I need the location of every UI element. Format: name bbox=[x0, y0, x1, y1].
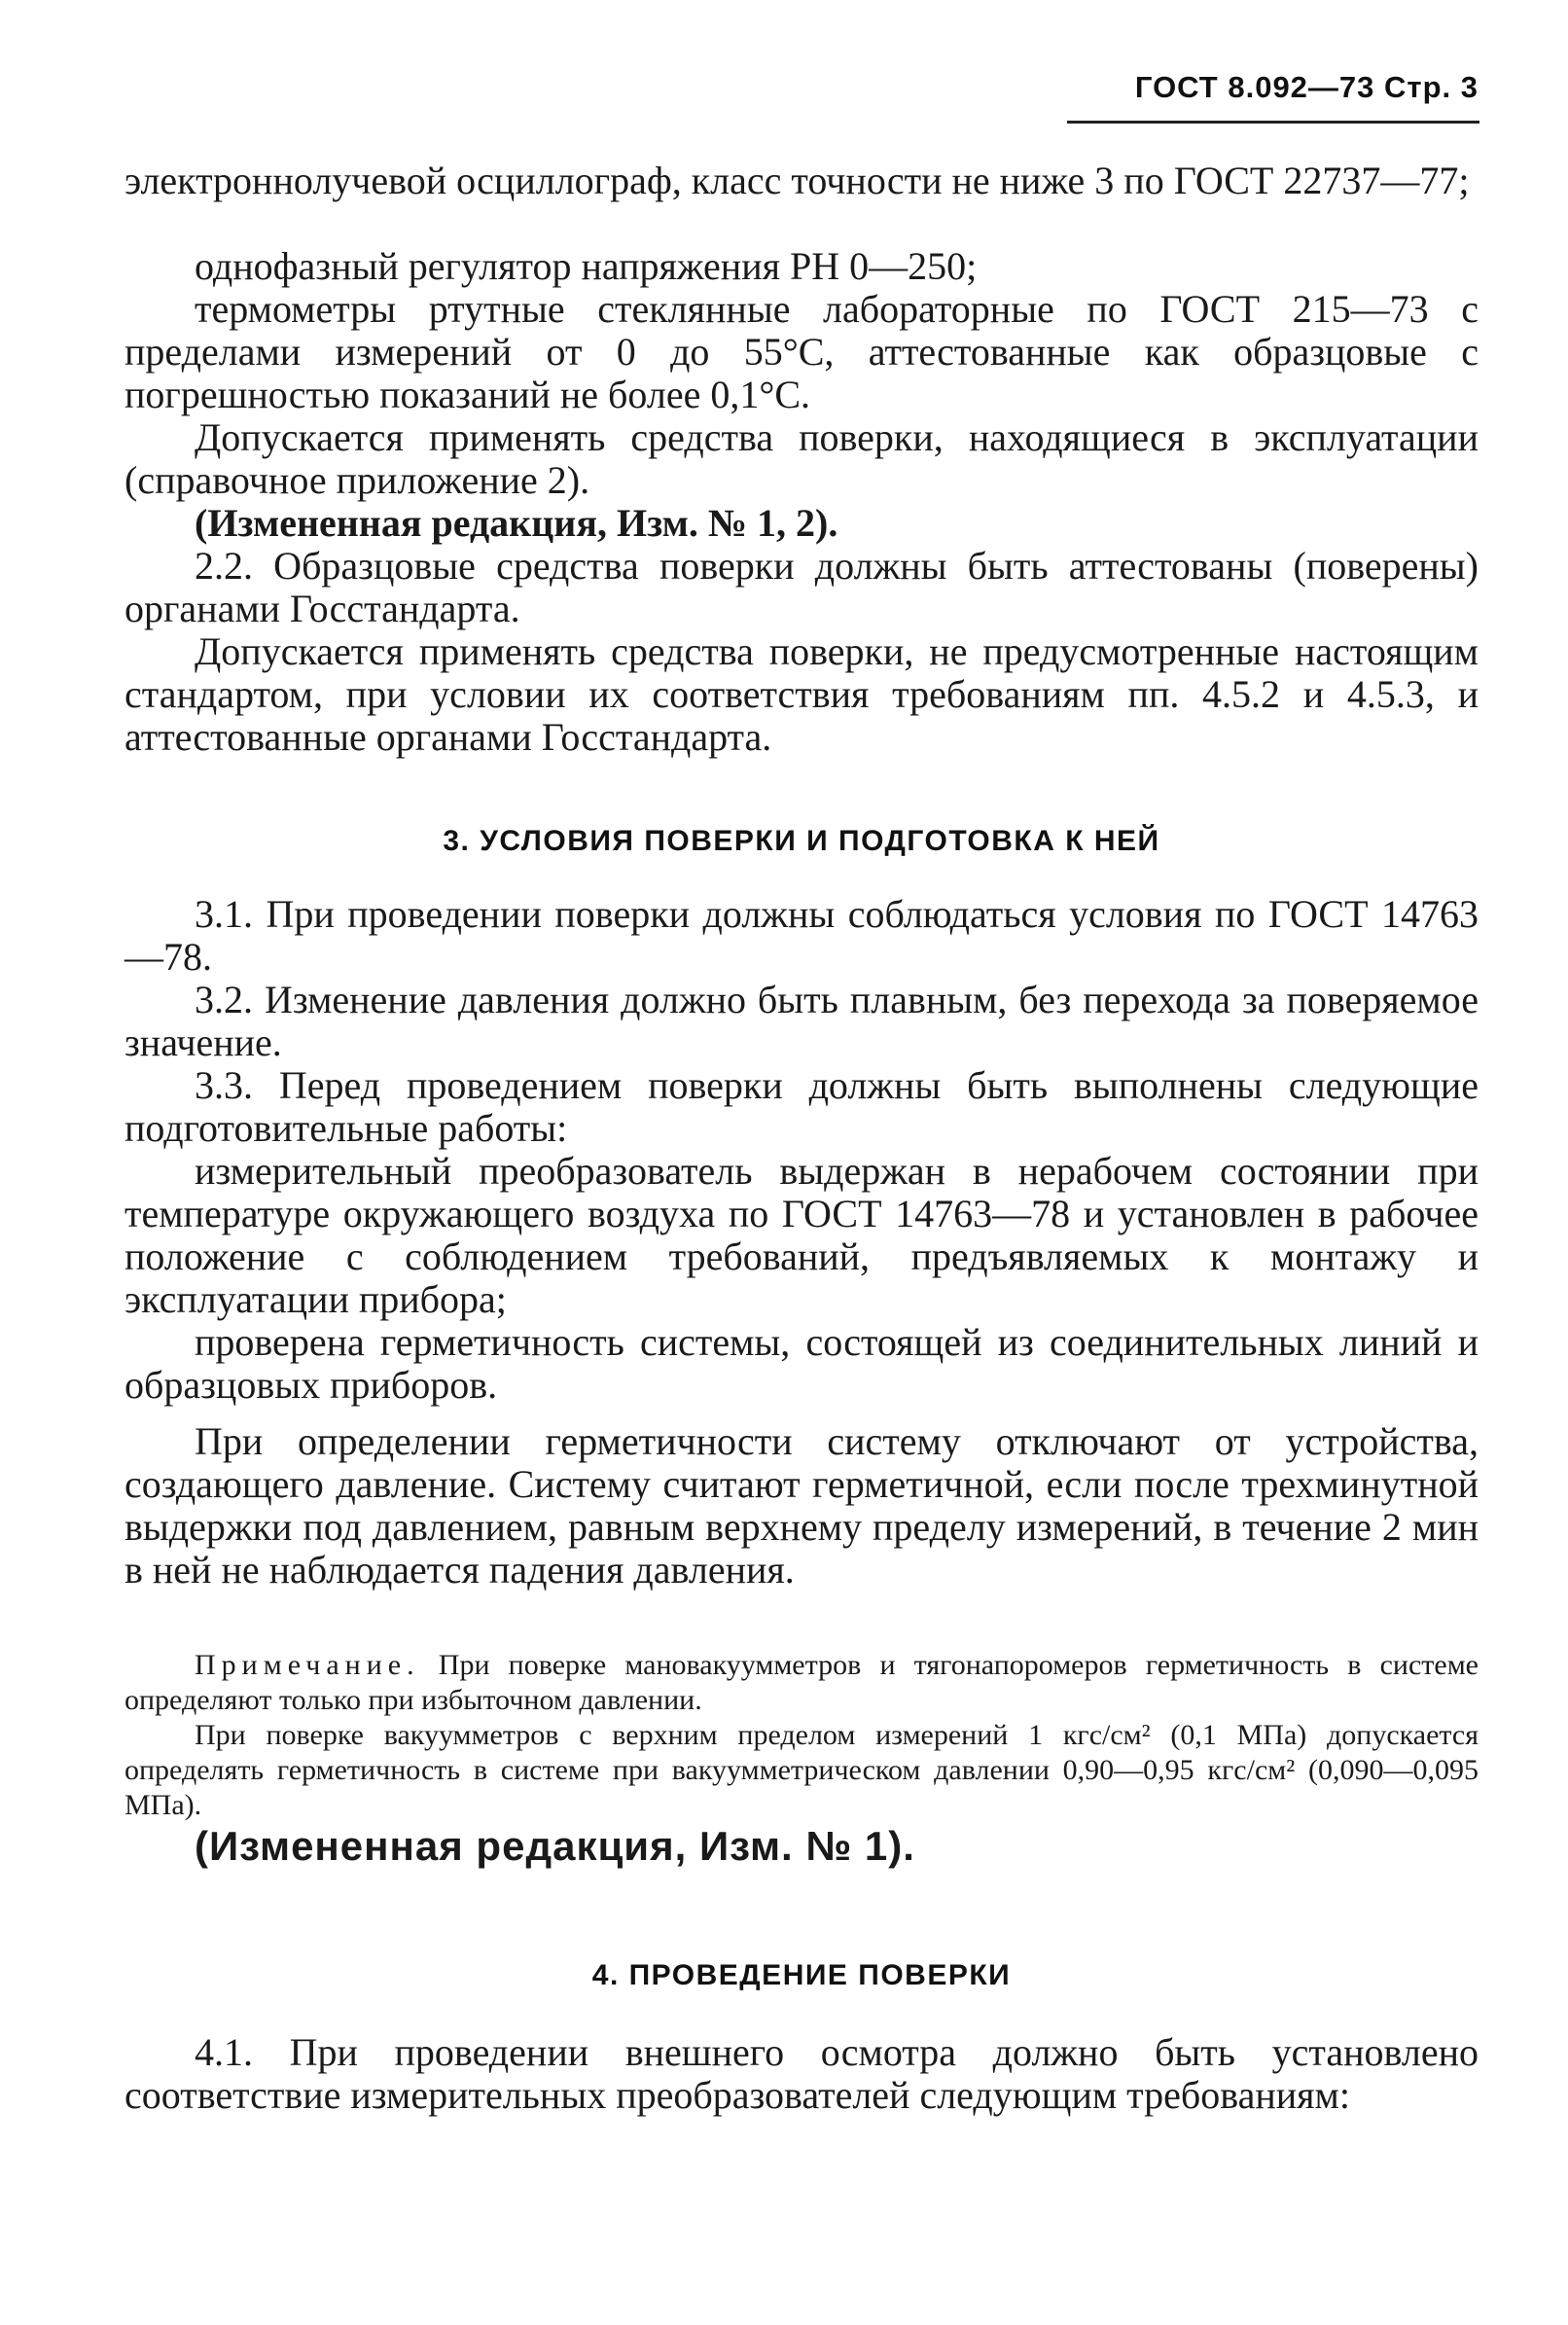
note-2: При поверке вакуумметров с верхним пределом измерений 1 кгс/см² (0,1 МПа) допускается определять герметичность в системе при вакуумметрическом давлении 0,90—0,95 кгс/см² (0,090—0,095 МПа). bbox=[125, 1719, 1479, 1821]
paragraph-allowed-means: Допускается применять средства поверки, находящиеся в эксплуатации (справочное приложение 2). bbox=[125, 415, 1479, 502]
paragraph-2-2: 2.2. Образцовые средства поверки должны быть аттестованы (поверены) органами Госстандарта. bbox=[125, 544, 1479, 630]
header-rule bbox=[1067, 121, 1479, 124]
paragraph-transducer-prep: измерительный преобразователь выдержан в нерабочем состоянии при температуре окружающего воздуха по ГОСТ 14763—78 и установлен в рабочее положение с соблюдением требований, предъявляемых к монтажу и эксплуатации прибора; bbox=[125, 1149, 1479, 1321]
section-3-heading: 3. УСЛОВИЯ ПОВЕРКИ И ПОДГОТОВКА К НЕЙ bbox=[443, 825, 1160, 857]
paragraph-oscillograph: электроннолучевой осциллограф, класс точности не ниже 3 по ГОСТ 22737—77; bbox=[125, 159, 1470, 202]
note-text: При поверке мановакуумметров и тягонапоромеров герметичность в системе определяют только при избыточном давлении. bbox=[125, 1649, 1479, 1716]
paragraph-thermometers: термометры ртутные стеклянные лабораторные по ГОСТ 215—73 с пределами измерений от 0 до 55°С, аттестованные как образцовые с погрешностью показаний не более 0,1°С. bbox=[125, 287, 1479, 416]
amendment-note-1-2: (Измененная редакция, Изм. № 1, 2). bbox=[195, 501, 838, 545]
paragraph-4-1: 4.1. При проведении внешнего осмотра должно быть установлено соответствие измерительных преобразователей следующим требованиям: bbox=[125, 2030, 1479, 2117]
running-header: ГОСТ 8.092—73 Стр. 3 bbox=[1134, 70, 1479, 104]
amendment-note-1: (Измененная редакция, Изм. № 1). bbox=[195, 1823, 915, 1869]
note-1 bbox=[125, 1648, 1479, 1718]
paragraph-non-standard-means: Допускается применять средства поверки, не предусмотренные настоящим стандартом, при условии их соответствия требованиям пп. 4.5.2 и 4.5.3, и аттестованные органами Госстандарта. bbox=[125, 629, 1479, 759]
paragraph-tightness-check: проверена герметичность системы, состоящей из соединительных линий и образцовых приборов. bbox=[125, 1320, 1479, 1407]
paragraph-3-2: 3.2. Изменение давления должно быть плавным, без перехода за поверяемое значение. bbox=[125, 978, 1479, 1064]
paragraph-3-3: 3.3. Перед проведением поверки должны быть выполнены следующие подготовительные работы: bbox=[125, 1063, 1479, 1150]
paragraph-tightness-method: При определении герметичности систему отключают от устройства, создающего давление. Систему считают герметичной, если после трехминутной выдержки под давлением, равным верхнему пределу измерений, в течение 2 мин в ней не наблюдается падения давления. bbox=[125, 1419, 1479, 1592]
section-4-heading: 4. ПРОВЕДЕНИЕ ПОВЕРКИ bbox=[591, 1959, 1012, 1991]
paragraph-3-1: 3.1. При проведении поверки должны соблюдаться условия по ГОСТ 14763—78. bbox=[125, 892, 1479, 979]
paragraph-voltage-regulator: однофазный регулятор напряжения РН 0—250; bbox=[195, 244, 978, 288]
note-label: Примечание. bbox=[195, 1649, 420, 1681]
